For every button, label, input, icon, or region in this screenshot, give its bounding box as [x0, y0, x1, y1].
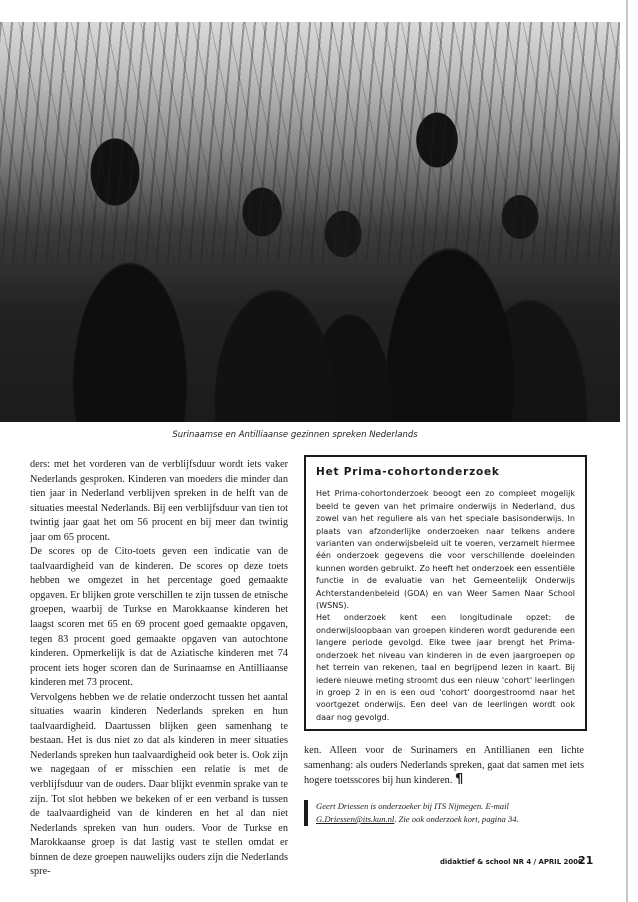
author-note	[304, 800, 586, 826]
author-note-text-after: . Zie ook onderzoek kort, pagina 34.	[394, 814, 519, 824]
end-mark-icon: ¶	[454, 772, 464, 788]
sidebar-box-title: Het Prima-cohortonderzoek	[316, 466, 500, 478]
author-email-link[interactable]: G.Driessen@its.kun.nl	[316, 814, 395, 824]
sidebar-box-paragraph: Het Prima-cohortonderzoek beoogt een zo compleet mogelijk beeld te geven van het primaire onderwijs in Nederland, dus zowel van het reguliere als van het speciale basisonderwijs. In plaats van afzonderlijke onderzoeken naar telkens andere varianten van onderwijsbeleid uit te voeren, verzamelt hiermee één onderzoek gegevens die voor verschillende doeleinden kunnen worden gebruikt. Zo heeft het onderzoek een essentiële functie in de evaluatie van het Gemeentelijk Onderwijs Achterstandenbeleid (GOA) en van Weer Samen Naar School (WSNS).	[316, 489, 575, 611]
page-edge-line	[626, 0, 628, 902]
author-note-text: Geert Driessen is onderzoeker bij ITS Nijmegen. E-mail	[316, 801, 509, 811]
article-paragraph: Vervolgens hebben we de relatie onderzocht tussen het aantal situaties waarin kinderen Nederlands spreken en hun taalvaardigheid. Daartussen blijken geen samenhang te bestaan. Het is dus niet zo dat als kinderen in meer situaties Nederlands spreken hun taalvaardigheid ook beter is. Ook zijn we nagegaan of er misschien een relatie is met de verblijfsduur van de ouders. Daar blijkt evenmin sprake van te zijn. Tot slot hebben we bekeken of er een verband is tussen de taalvaardigheid van de kinderen en het al dan niet Nederlands spreken van hun ouders. Voor de Turkse en Marokkaanse groep is dat lastig vast te stellen omdat er binnen de deze groepen nauwelijks ouders zijn die Nederlands spre-	[30, 691, 288, 878]
article-paragraph: De scores op de Cito-toets geven een indicatie van de taalvaardigheid van de kinderen. De scores op deze toets hebben we omgezet in het percentage goed gemaakte opgaven. Er blijken grote verschillen te zijn tussen de etnische groepen, waarbij de Turkse en Marokkaanse kinderen het laagst scoren met 65 en 69 procent goed gemaakte opgaven, tegen 83 procent goed gemaakte opgaven van autochtone kinderen. Opmerkelijk is dat de Aziatische kinderen met 74 procent iets hoger scoren dan de Surinaamse en Antilliaanse kinderen met 73 procent.	[30, 546, 288, 689]
article-right-column	[304, 744, 584, 789]
article-paragraph: ken. Alleen voor de Surinamers en Antillianen een lichte samenhang: als ouders Nederlands spreken, gaat dat samen met iets hogere toetsscores bij hun kinderen.	[304, 745, 584, 787]
article-paragraph: ders: met het vorderen van de verblijfsduur wordt iets vaker Nederlands gesproken. Kinderen van moeders die minder dan tien jaar in Nederland verblijven spreken in de helft van de situaties meestal Nederlands. Bij een verblijfsduur van tien tot twintig jaar gaat het om 56 procent en bij meer dan twintig jaar om 65 procent.	[30, 459, 288, 543]
page-number: 21	[578, 854, 594, 867]
sidebar-box-paragraph: Het onderzoek kent een longitudinale opzet: de onderwijsloopbaan van groepen kinderen wordt gedurende een langere periode gevolgd. Elke twee jaar brengt het Prima-onderzoek het niveau van kinderen in de even jaargroepen op het terrein van rekenen, taal en begrijpend lezen in kaart. Bij iedere nieuwe meting stroomt dus een nieuw 'cohort' leerlingen in groep 2 in en is een oud 'cohort' doorgestroomd naar het voortgezet onderwijs. Een deel van de leerlingen wordt ook daar nog gevolgd.	[316, 613, 575, 722]
footer-publication: didaktief & school NR 4 / APRIL 2000	[440, 858, 583, 866]
sidebar-box	[304, 455, 587, 731]
article-photo	[0, 22, 620, 422]
photo-group-of-children	[20, 174, 610, 422]
photo-caption: Surinaamse en Antilliaanse gezinnen spreken Nederlands	[172, 430, 418, 440]
article-left-column	[30, 458, 288, 880]
